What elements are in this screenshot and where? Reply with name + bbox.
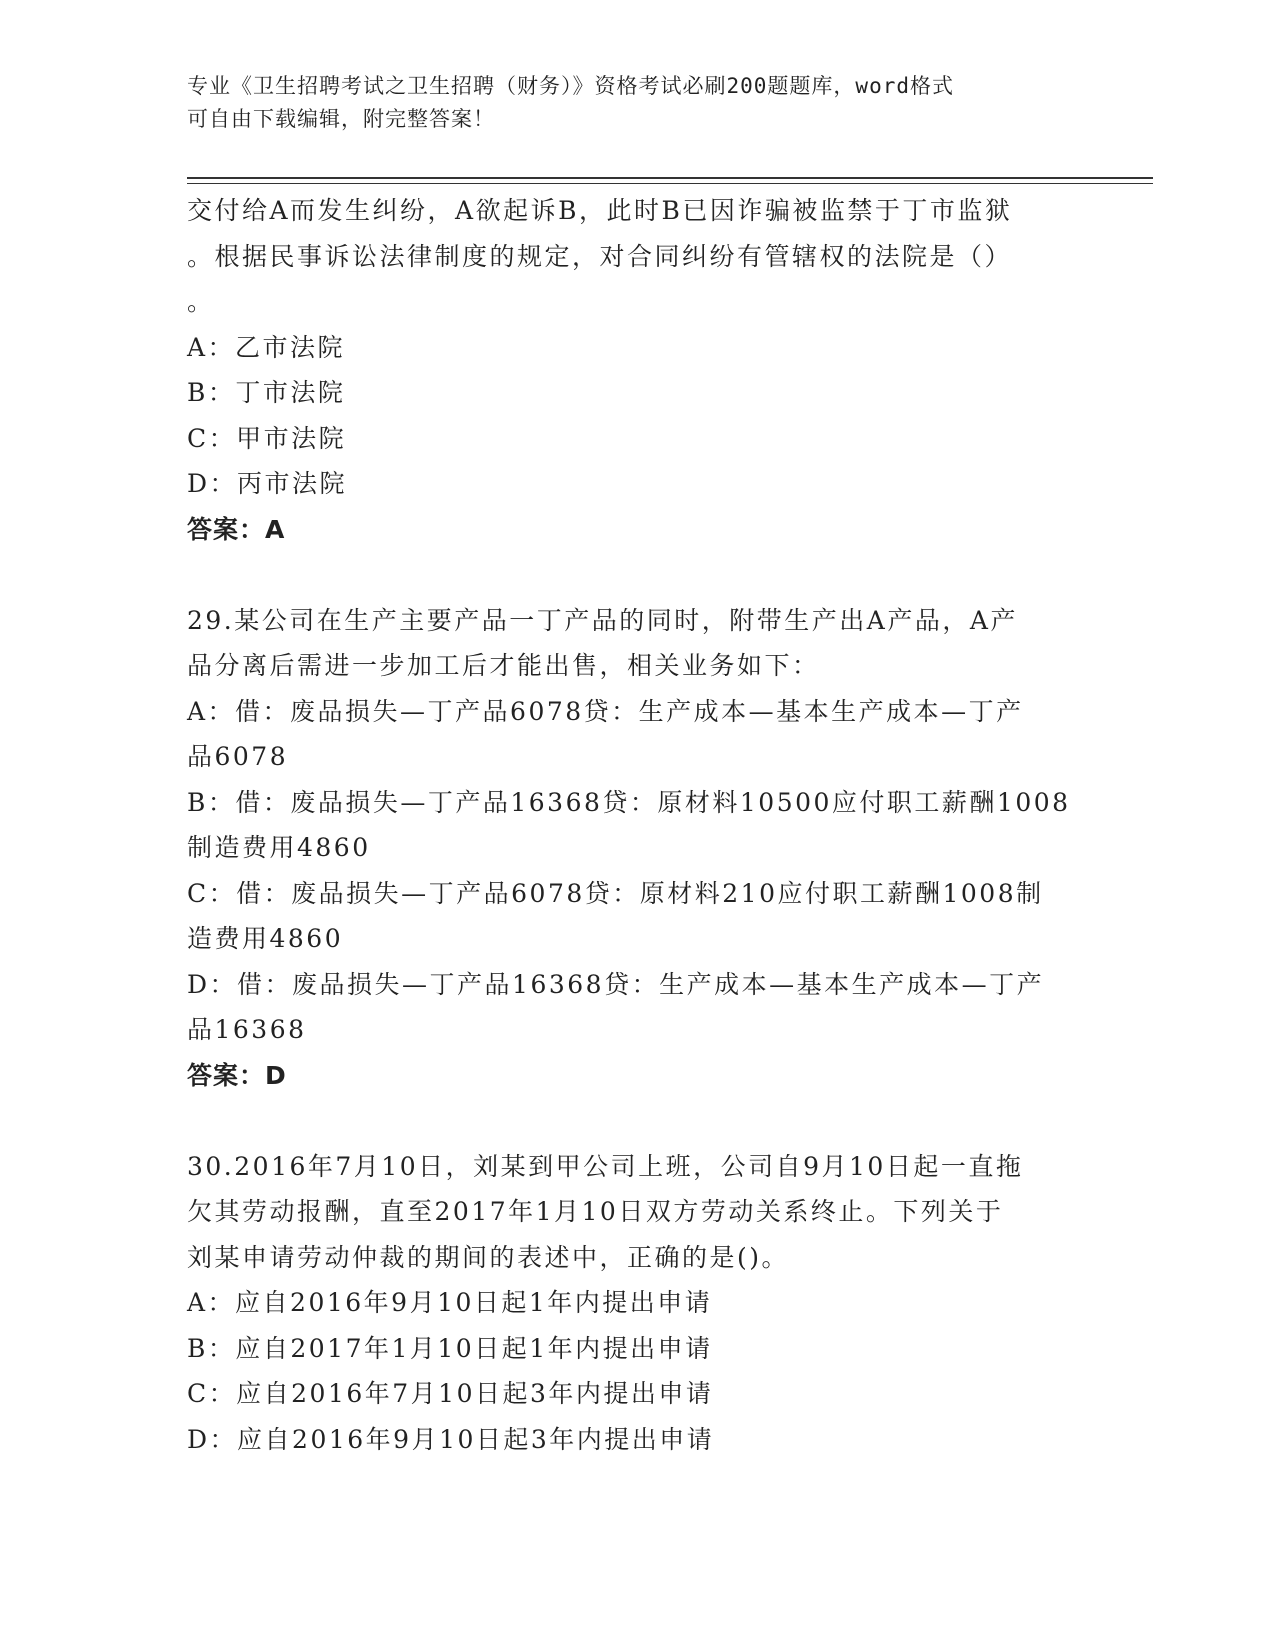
option-b: B：应自2017年1月10日起1年内提出申请 [187, 1333, 713, 1363]
option-d: D：丙市法院 [187, 469, 348, 498]
option-d-cont: 品16368 [187, 1015, 307, 1044]
header-rule-thick [187, 177, 1153, 179]
answer-label: 答案：A [187, 514, 286, 544]
question-stem-line: 。 [187, 287, 215, 316]
question-stem-line: 品分离后需进一步加工后才能出售，相关业务如下： [187, 651, 820, 680]
option-d: D：借：废品损失—丁产品16368贷：生产成本—基本生产成本—丁产 [187, 969, 1045, 999]
spacer [187, 1098, 1087, 1144]
option-a: A：借：废品损失—丁产品6078贷：生产成本—基本生产成本—丁产 [187, 696, 1024, 726]
option-a-cont: 品6078 [187, 742, 289, 771]
option-b: B：丁市法院 [187, 378, 346, 407]
option-a: A：乙市法院 [187, 332, 346, 362]
question-30 [187, 1144, 1087, 1463]
question-stem-line: 。根据民事诉讼法律制度的规定，对合同纠纷有管辖权的法院是（） [187, 241, 1013, 271]
question-stem-line: 29.某公司在生产主要产品一丁产品的同时，附带生产出A产品，A产 [187, 605, 1018, 635]
option-c: C：甲市法院 [187, 423, 347, 453]
question-stem-line: 30.2016年7月10日，刘某到甲公司上班，公司自9月10日起一直拖 [187, 1151, 1024, 1181]
option-b: B：借：废品损失—丁产品16368贷：原材料10500应付职工薪酬1008 [187, 787, 1071, 817]
option-d: D：应自2016年9月10日起3年内提出申请 [187, 1424, 715, 1454]
document-body [187, 188, 1087, 1462]
question-stem-line: 交付给A而发生纠纷，A欲起诉B，此时B已因诈骗被监禁于丁市监狱 [187, 196, 1013, 225]
option-c-cont: 造费用4860 [187, 924, 344, 953]
question-stem-line: 刘某申请劳动仲裁的期间的表述中，正确的是()。 [187, 1242, 790, 1272]
option-b-cont: 制造费用4860 [187, 833, 371, 862]
question-28 [187, 188, 1087, 552]
spacer [187, 552, 1087, 598]
header-line-1: 专业《卫生招聘考试之卫生招聘（财务）》资格考试必刷200题题库，word格式 [187, 74, 954, 98]
answer-label: 答案：D [187, 1060, 287, 1090]
option-a: A：应自2016年9月10日起1年内提出申请 [187, 1288, 713, 1317]
header-line-2: 可自由下载编辑，附完整答案！ [187, 107, 495, 131]
header-rule-thin [187, 183, 1153, 184]
option-c: C：借：废品损失—丁产品6078贷：原材料210应付职工薪酬1008制 [187, 878, 1044, 908]
option-c: C：应自2016年7月10日起3年内提出申请 [187, 1379, 714, 1408]
question-stem-line: 欠其劳动报酬，直至2017年1月10日双方劳动关系终止。下列关于 [187, 1197, 1004, 1226]
document-header [187, 70, 1067, 136]
question-29 [187, 598, 1087, 1099]
